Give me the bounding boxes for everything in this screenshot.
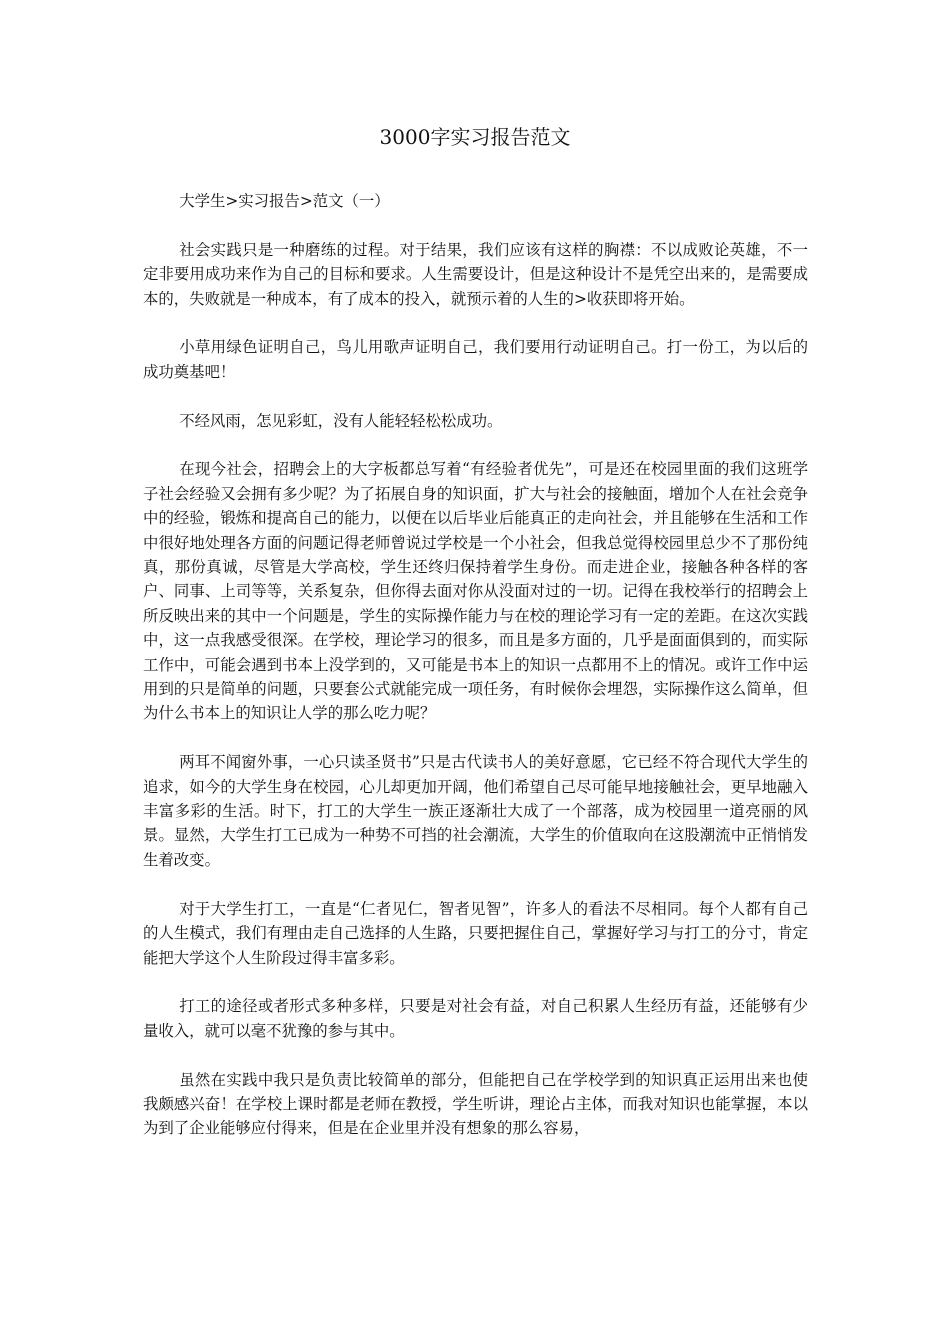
paragraph: 虽然在实践中我只是负责比较简单的部分，但能把自己在学校学到的知识真正运用出来也使我颇感兴奋！在学校上课时都是老师在教授，学生听讲，理论占主体，而我对知识也能掌握，本以为到了企业能够应付得来，但是在企业里并没有想象的那么容易， bbox=[143, 1070, 808, 1138]
paragraph: 打工的途径或者形式多种多样，只要是对社会有益，对自己积累人生经历有益，还能够有少量收入，就可以毫不犹豫的参与其中。 bbox=[143, 997, 808, 1040]
paragraph: 对于大学生打工，一直是“仁者见仁，智者见智”，许多人的看法不尽相同。每个人都有自己的人生模式，我们有理由走自己选择的人生路，只要把握住自己，掌握好学习与打工的分寸，肯定能把大学这个人生阶段过得丰富多彩。 bbox=[143, 899, 808, 967]
document-body bbox=[143, 189, 808, 1165]
paragraph: 两耳不闻窗外事，一心只读圣贤书”只是古代读书人的美好意愿，它已经不符合现代大学生的追求，如今的大学生身在校园，心儿却更加开阔，他们希望自己尽可能早地接触社会，更早地融入丰富多彩的生活。时下，打工的大学生一族正逐渐壮大成了一个部落，成为校园里一道亮丽的风景。显然，大学生打工已成为一种势不可挡的社会潮流，大学生的价值取向在这股潮流中正悄悄发生着改变。 bbox=[143, 753, 808, 869]
document-title: 3000字实习报告范文 bbox=[379, 125, 571, 149]
paragraph-breadcrumb: 大学生>实习报告>范文（一） bbox=[179, 192, 390, 210]
paragraph: 小草用绿色证明自己，鸟儿用歌声证明自己，我们要用行动证明自己。打一份工，为以后的成功奠基吧！ bbox=[143, 338, 808, 381]
paragraph: 不经风雨，怎见彩虹，没有人能轻轻松松成功。 bbox=[179, 411, 503, 430]
paragraph: 在现今社会，招聘会上的大字板都总写着“有经验者优先”，可是还在校园里面的我们这班学子社会经验又会拥有多少呢？为了拓展自身的知识面，扩大与社会的接触面，增加个人在社会竞争中的经验，锻炼和提高自己的能力，以便在以后毕业后能真正的走向社会，并且能够在生活和工作中很好地处理各方面的问题记得老师曾说过学校是一个小社会，但我总觉得校园里总少不了那份纯真，那份真诚，尽管是大学高校，学生还终归保持着学生身份。而走进企业，接触各种各样的客户、同事、上司等等，关系复杂，但你得去面对你从没面对过的一切。记得在我校举行的招聘会上所反映出来的其中一个问题是，学生的实际操作能力与在校的理论学习有一定的差距。在这次实践中，这一点我感受很深。在学校，理论学习的很多，而且是多方面的，几乎是面面俱到的，而实际工作中，可能会遇到书本上没学到的，又可能是书本上的知识一点都用不上的情况。或许工作中运用到的只是简单的问题，只要套公式就能完成一项任务，有时候你会埋怨，实际操作这么简单，但为什么书本上的知识让人学的那么吃力呢？ bbox=[143, 460, 808, 723]
paragraph: 社会实践只是一种磨练的过程。对于结果，我们应该有这样的胸襟：不以成败论英雄，不一定非要用成功来作为自己的目标和要求。人生需要设计，但是这种设计不是凭空出来的，是需要成本的，失败就是一种成本，有了成本的投入，就预示着的人生的>收获即将开始。 bbox=[143, 240, 808, 308]
